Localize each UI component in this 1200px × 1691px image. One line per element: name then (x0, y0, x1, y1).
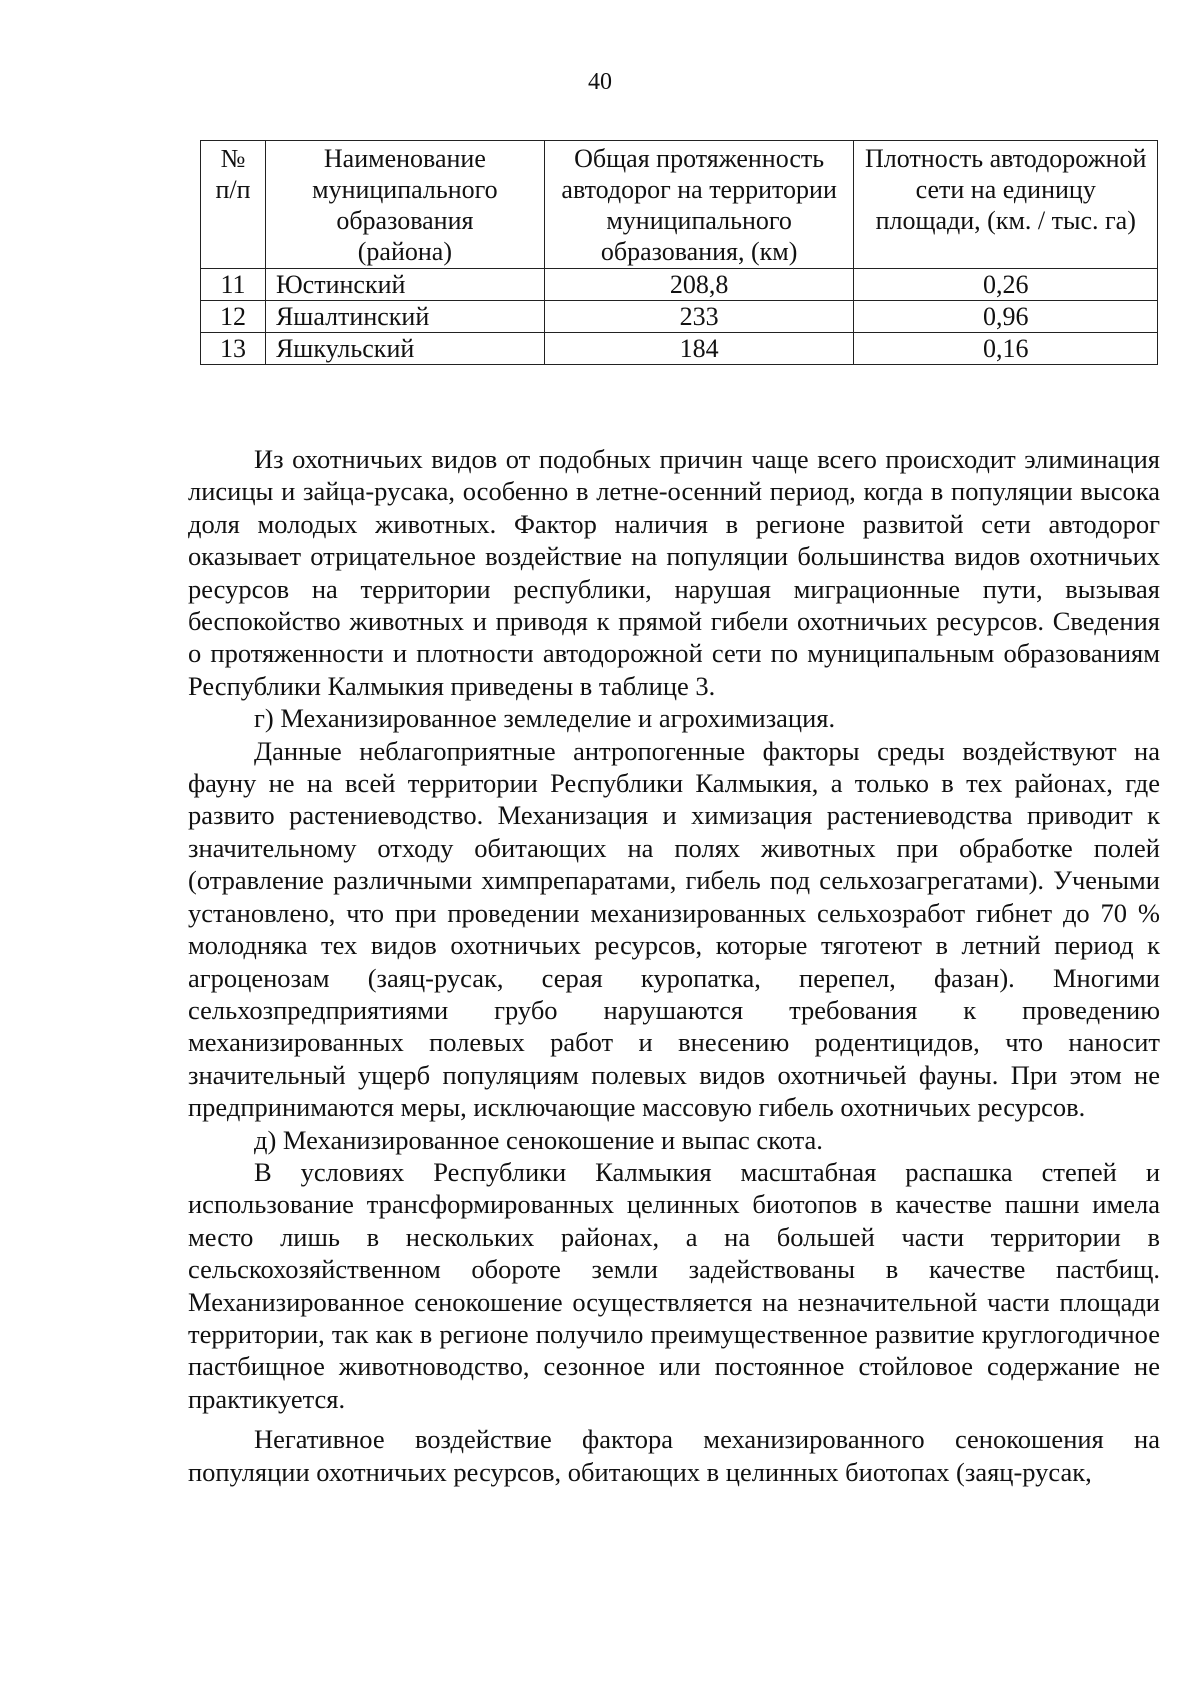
paragraph-road-impact: Из охотничьих видов от подобных причин чаще всего происходит элиминация лисицы и зайца-русака, особенно в летне-осенний период, когда в популяции высока доля молодых животных. Фактор наличия в регионе развитой сети автодорог оказывает отрицательное воздействие на популяции большинства видов охотничьих ресурсов на территории республики, нарушая миграционные пути, вызывая беспокойство животных и приводя к прямой гибели охотничьих ресурсов. Сведения о протяженности и плотности автодорожной сети по муниципальным образованиям Республики Калмыкия приведены в таблице 3. (188, 444, 1160, 701)
row-road-density: 0,26 (854, 269, 1158, 301)
header-road-density: Плотность автодорожной сети на единицу площади, (км. / тыс. га) (854, 141, 1158, 269)
row-number: 12 (201, 301, 266, 333)
header-number: № п/п (201, 141, 266, 269)
heading-haymaking-grazing: д) Механизированное сенокошение и выпас скота. (254, 1124, 823, 1155)
paragraph-farming-impact: Данные неблагоприятные антропогенные факторы среды воздействуют на фауну не на всей территории Республики Калмыкия, а только в тех районах, где развито растениеводство. Механизация и химизация растениеводства приводит к значительному отходу обитающих на полях животных при обработке полей (отравление различными химпрепаратами, гибель под сельхозагрегатами). Учеными установлено, что при проведении механизированных сельхозработ гибнет до 70 % молодняка тех видов охотничьих ресурсов, которые тяготеют в летний период к агроценозам (заяц-русак, серая куропатка, перепел, фазан). Многими сельхозпредприятиями грубо нарушаются требования к проведению механизированных полевых работ и внесению родентицидов, что наносит значительный ущерб популяциям полевых видов охотничьей фауны. При этом не предпринимаются меры, исключающие массовую гибель охотничьих ресурсов. (188, 735, 1160, 1123)
page-number: 40 (588, 69, 612, 95)
row-road-density: 0,96 (854, 301, 1158, 333)
row-number: 13 (201, 333, 266, 365)
table-header-row (201, 141, 1158, 269)
row-municipality: Юстинский (265, 269, 544, 301)
table-row (201, 301, 1158, 333)
table-row (201, 269, 1158, 301)
row-road-length: 233 (544, 301, 854, 333)
row-road-density: 0,16 (854, 333, 1158, 365)
heading-mechanized-farming: г) Механизированное земледелие и агрохимизация. (254, 703, 836, 734)
row-municipality: Яшкульский (265, 333, 544, 365)
row-number: 11 (201, 269, 266, 301)
paragraph-haymaking-conditions: В условиях Республики Калмыкия масштабная распашка степей и использование трансформированных целинных биотопов в качестве пашни имела место лишь в нескольких районах, а на большей части территории в сельскохозяйственном обороте земли задействованы в качестве пастбищ. Механизированное сенокошение осуществляется на незначительной части площади территории, так как в регионе получило преимущественное развитие круглогодичное пастбищное животноводство, сезонное или постоянное стойловое содержание не практикуется. (188, 1156, 1160, 1414)
row-road-length: 184 (544, 333, 854, 365)
header-municipality: Наименование муниципального образования (района) (265, 141, 544, 269)
row-municipality: Яшалтинский (265, 301, 544, 333)
table-row (201, 333, 1158, 365)
body-text (188, 443, 1160, 1488)
header-road-length: Общая протяженность автодорог на территории муниципального образования, (км) (544, 141, 854, 269)
paragraph-haymaking-impact: Негативное воздействие фактора механизированного сенокошения на популяции охотничьих ресурсов, обитающих в целинных биотопах (заяц-русак, (188, 1424, 1160, 1487)
row-road-length: 208,8 (544, 269, 854, 301)
road-network-table (200, 140, 1158, 365)
